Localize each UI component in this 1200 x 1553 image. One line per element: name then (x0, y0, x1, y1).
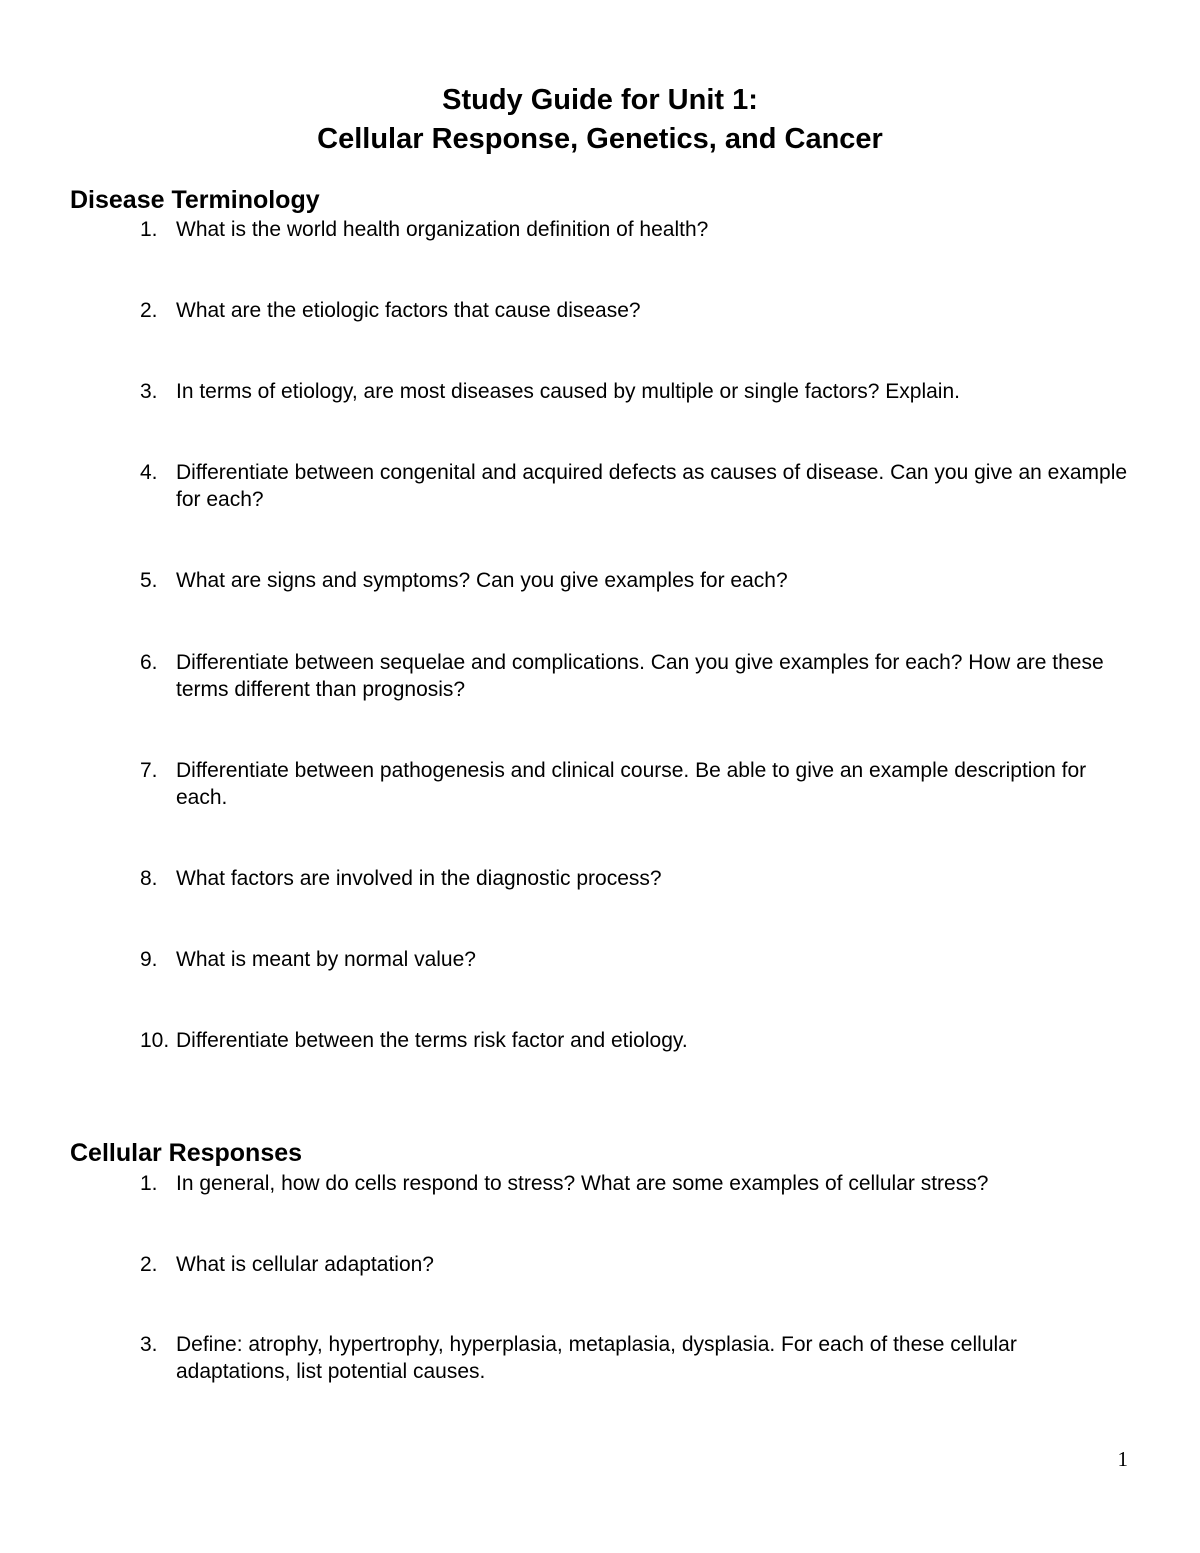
page-number: 1 (1117, 1447, 1128, 1471)
section-heading-disease-terminology: Disease Terminology (70, 186, 320, 214)
question-number: 9. (140, 948, 158, 971)
question-number: 2. (140, 1253, 158, 1276)
question-number: 3. (140, 380, 158, 403)
question-number: 3. (140, 1333, 158, 1356)
question-text: Define: atrophy, hypertrophy, hyperplasia, metaplasia, dysplasia. For each of these cellular adaptations, list potential causes. (176, 1333, 1017, 1383)
question-text: What factors are involved in the diagnostic process? (176, 867, 662, 890)
document-subtitle: Cellular Response, Genetics, and Cancer (317, 123, 883, 155)
question-number: 4. (140, 461, 158, 484)
question-text: In terms of etiology, are most diseases caused by multiple or single factors? Explain. (176, 380, 960, 403)
question-text: Differentiate between congenital and acquired defects as causes of disease. Can you give an example for each? (176, 461, 1128, 511)
question-text: Differentiate between sequelae and complications. Can you give examples for each? How are these terms different than prognosis? (176, 651, 1104, 701)
question-text: Differentiate between the terms risk factor and etiology. (176, 1029, 688, 1052)
question-text: What are the etiologic factors that cause disease? (176, 299, 641, 322)
question-text: What is meant by normal value? (176, 948, 476, 971)
question-number: 5. (140, 569, 158, 592)
question-text: Differentiate between pathogenesis and clinical course. Be able to give an example description for each. (176, 759, 1087, 809)
document-title: Study Guide for Unit 1: (442, 84, 758, 116)
question-number: 1. (140, 218, 158, 241)
question-text: What are signs and symptoms? Can you give examples for each? (176, 569, 788, 592)
question-text: What is cellular adaptation? (176, 1253, 434, 1276)
question-number: 8. (140, 867, 158, 890)
section-heading-cellular-responses: Cellular Responses (70, 1139, 303, 1167)
question-number: 2. (140, 299, 158, 322)
question-number: 6. (140, 651, 158, 674)
question-number: 1. (140, 1172, 158, 1195)
question-text: In general, how do cells respond to stress? What are some examples of cellular stress? (176, 1172, 989, 1195)
question-number: 10. (140, 1029, 170, 1052)
question-number: 7. (140, 759, 158, 782)
question-text: What is the world health organization definition of health? (176, 218, 709, 241)
